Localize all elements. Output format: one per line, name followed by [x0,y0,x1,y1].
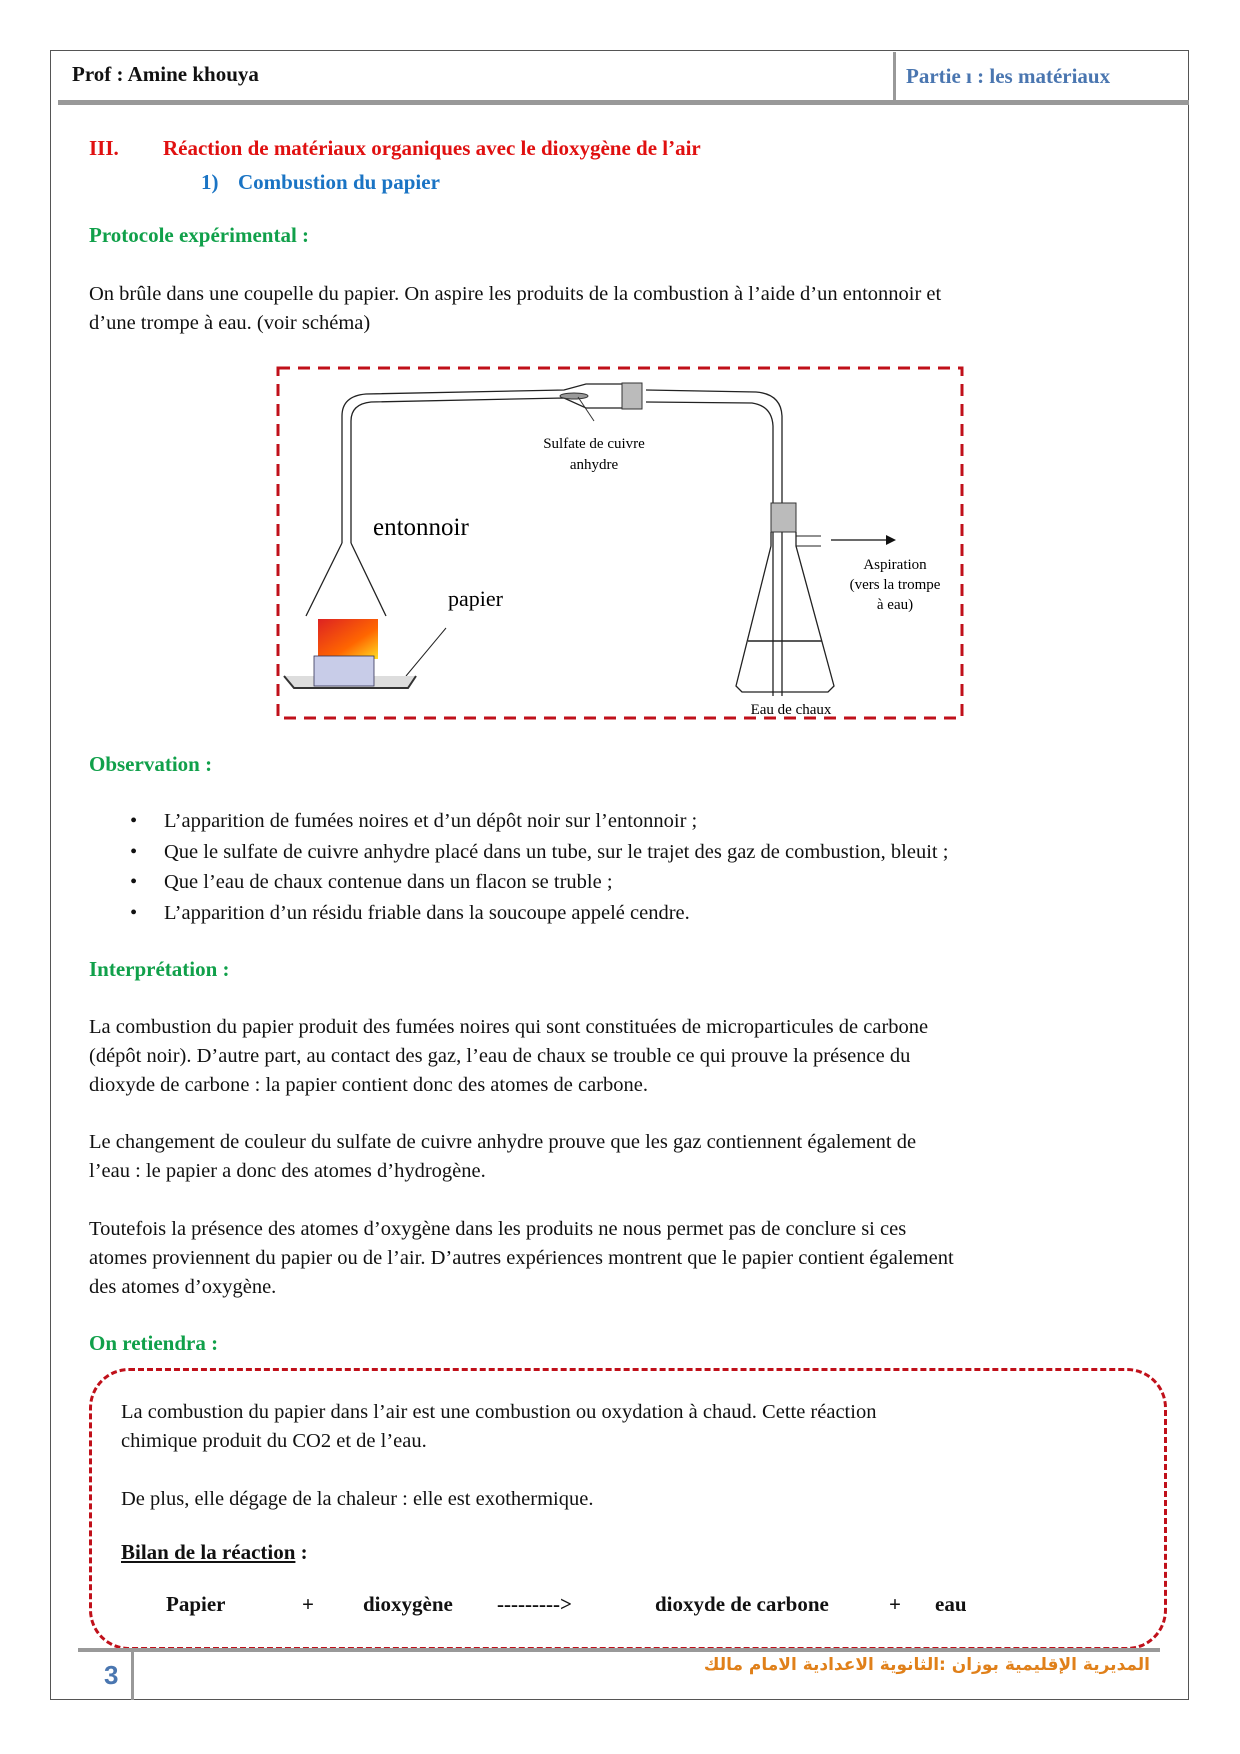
arrow-icon [886,535,896,545]
protocole-heading: Protocole expérimental : [89,223,310,247]
paper-ashes [314,656,374,686]
footer-separator [131,1652,134,1700]
text-line: La combustion du papier dans l’air est une combustion ou oxydation à chaud. Cette réaction [121,1401,877,1423]
diagram-border [278,368,962,718]
bilan-label: Bilan de la réaction [121,1540,296,1564]
text-line: d’une trompe à eau. (voir schéma) [89,312,371,334]
bilan-heading [121,1540,308,1565]
list-item: • Que le sulfate de cuivre anhydre placé dans un tube, sur le trajet des gaz de combustion, bleuit ; [130,837,948,868]
text-line: dioxyde de carbone : la papier contient donc des atomes de carbone. [89,1074,648,1096]
subsection-number: 1) [201,170,219,194]
observation-list [130,806,948,928]
experiment-diagram [276,366,964,720]
list-item: • L’apparition d’un résidu friable dans la soucoupe appelé cendre. [130,898,948,929]
text-line: (dépôt noir). D’autre part, au contact des gaz, l’eau de chaux se trouble ce qui prouve la présence du [89,1045,911,1067]
header-separator [893,52,896,102]
label-eau-de-chaux: Eau de chaux [750,702,832,718]
eq-reactant-2: dioxygène [363,1592,453,1616]
section-title: Réaction de matériaux organiques avec le dioxygène de l’air [163,136,701,160]
label-aspiration-3: à eau) [876,597,914,613]
subsection-title: Combustion du papier [238,170,440,194]
text-line: On brûle dans une coupelle du papier. On aspire les produits de la combustion à l’aide d’un entonnoir et [89,283,942,305]
text-line: chimique produit du CO2 et de l’eau. [121,1430,427,1452]
label-sulfate: Sulfate de cuivre [543,436,645,452]
school-name: المديرية الإقليمية بوزان :الثانوية الاعدادية الامام مالك [703,1655,1150,1675]
eq-plus-2: + [889,1592,901,1616]
list-item: • Que l’eau de chaux contenue dans un flacon se truble ; [130,867,948,898]
list-item: • L’apparition de fumées noires et d’un dépôt noir sur l’entonnoir ; [130,806,948,837]
flask [736,532,834,692]
bilan-colon: : [295,1540,308,1564]
label-entonnoir: entonnoir [373,514,469,541]
interpretation-p2 [89,1128,916,1186]
text-line: Le changement de couleur du sulfate de cuivre anhydre prouve que les gaz contiennent également de [89,1131,917,1153]
label-anhydre: anhydre [569,457,619,473]
section-number: III. [89,136,119,160]
eq-plus-1: + [302,1592,314,1616]
text-line: l’eau : le papier a donc des atomes d’hydrogène. [89,1160,486,1182]
eq-product-2: eau [935,1592,967,1616]
flask-stopper [771,503,796,532]
text-line: La combustion du papier produit des fumées noires qui sont constituées de microparticules de carbone [89,1016,929,1038]
label-papier: papier [448,586,503,611]
text-line: des atomes d’oxygène. [89,1276,277,1298]
interpretation-heading: Interprétation : [89,957,230,981]
retenir-heading: On retiendra : [89,1331,219,1355]
label-aspiration-2: (vers la trompe [849,577,941,593]
label-aspiration: Aspiration [863,557,927,573]
author: Prof : Amine khouya [72,62,259,86]
funnel [306,543,386,616]
summary-text [121,1398,876,1456]
stopper [622,383,642,409]
interpretation-p3 [89,1215,954,1302]
interpretation-p1 [89,1013,928,1100]
footer-divider [78,1648,1160,1652]
eq-arrow: ---------> [497,1592,572,1616]
page-number: 3 [104,1660,119,1690]
eq-product-1: dioxyde de carbone [655,1592,829,1616]
header-divider [58,100,1189,105]
text-line: atomes proviennent du papier ou de l’air. D’autres expériences montrent que le papier contient également [89,1247,954,1269]
eq-reactant-1: Papier [166,1592,226,1616]
part-title: Partie ı : les matériaux [906,64,1111,88]
observation-heading: Observation : [89,752,213,776]
text-line: Toutefois la présence des atomes d’oxygène dans les produits ne nous permet pas de conclure si ces [89,1218,907,1240]
sulfate-sample [560,393,588,399]
protocole-text [89,280,941,338]
flame [318,619,378,659]
summary-exothermic: De plus, elle dégage de la chaleur : elle est exothermique. [121,1488,594,1510]
